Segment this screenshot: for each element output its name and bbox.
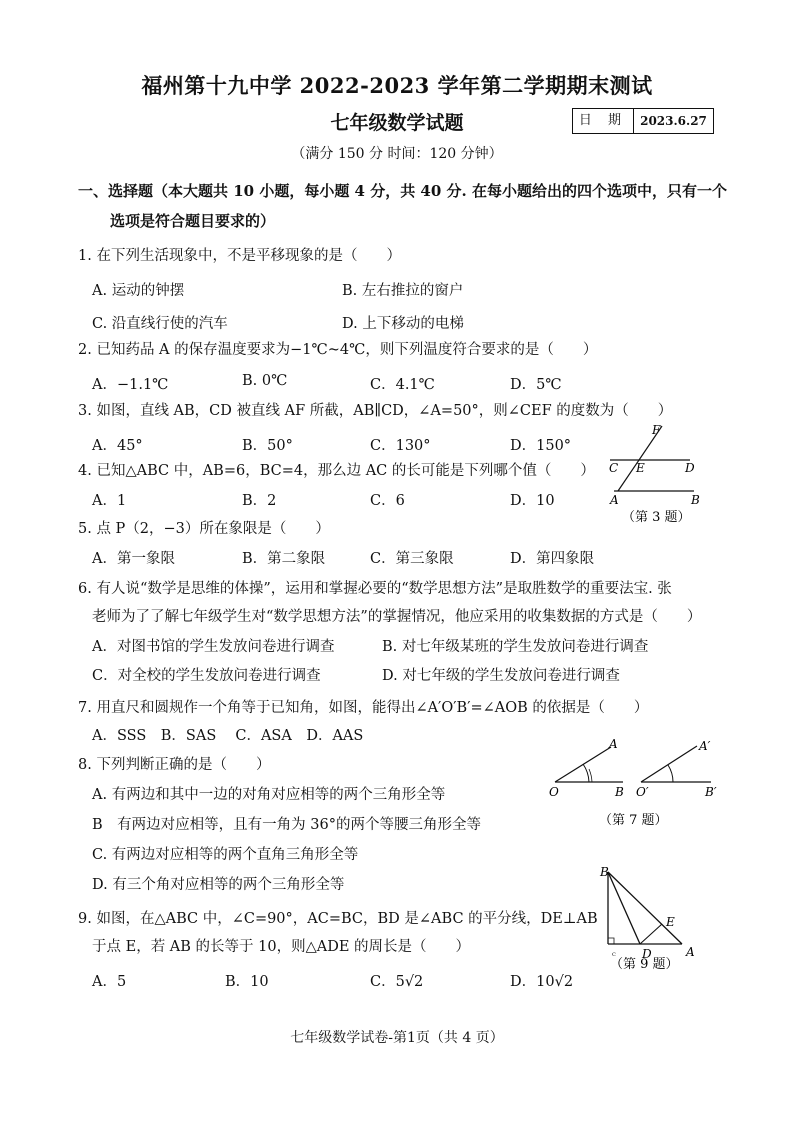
section-heading-line1: 一、选择题（本大题共 10 小题，每小题 4 分，共 40 分. 在每小题给出的四个选项中，只有一个	[78, 182, 727, 200]
fig7-label-a: A	[609, 738, 618, 751]
q5-option-d: D．第四象限	[510, 551, 595, 567]
q8-option-c: C. 有两边对应相等的两个直角三角形全等	[92, 847, 359, 863]
figure-9	[596, 862, 706, 972]
q4-option-b: B．2	[242, 493, 277, 509]
fig3-label-a: A	[610, 493, 619, 507]
figure-3	[600, 420, 710, 530]
date-box	[572, 108, 714, 134]
full-score-time: （满分 150 分 时间：120 分钟）	[291, 146, 503, 162]
ray-o2a2	[641, 746, 697, 782]
arc-o	[583, 764, 589, 782]
right-angle-c	[608, 938, 614, 944]
q2-option-b: B. 0℃	[242, 373, 288, 389]
segment-bd	[608, 872, 640, 944]
q2-stem: 2. 已知药品 A 的保存温度要求为−1℃~4℃，则下列温度符合要求的是（ ）	[78, 342, 598, 358]
date-label: 日 期	[573, 109, 634, 133]
q3-option-d: D．150°	[510, 438, 572, 454]
exam-subtitle: 七年级数学试题	[330, 112, 464, 134]
q4-stem: 4. 已知△ABC 中，AB=6，BC=4，那么边 AC 的长可能是下列哪个值（ ）	[78, 463, 595, 479]
q2-option-c: C．4.1℃	[370, 377, 435, 393]
q4-option-c: C．6	[370, 493, 405, 509]
fig3-label-c: C	[609, 461, 619, 475]
q9-option-c: C．5√2	[370, 974, 424, 990]
q2-option-d: D．5℃	[510, 377, 562, 393]
q7-stem: 7. 用直尺和圆规作一个角等于已知角，如图，能得出∠A′O′B′=∠AOB 的依据是（ ）	[78, 700, 649, 716]
q9-stem-line1: 9. 如图，在△ABC 中，∠C=90°，AC=BC，BD 是∠ABC 的平分线，DE⊥AB	[78, 911, 598, 927]
fig9-label-c: C	[612, 952, 616, 958]
fig7-caption: （第 7 题）	[599, 813, 668, 828]
q5-option-a: A．第一象限	[92, 551, 175, 567]
q6-option-c: C．对全校的学生发放问卷进行调查	[92, 668, 321, 684]
fig9-label-e: E	[666, 915, 675, 929]
side-ba	[608, 872, 682, 944]
q6-stem-line1: 6. 有人说“数学是思维的体操”，运用和掌握必要的“数学思想方法”是取胜数学的重要法宝. 张	[78, 581, 672, 597]
date-value: 2023.6.27	[640, 114, 707, 128]
q3-stem: 3. 如图，直线 AB，CD 被直线 AF 所截，AB∥CD，∠A=50°，则∠CEF 的度数为（ ）	[78, 403, 673, 419]
figure-7	[545, 738, 725, 833]
page-footer: 七年级数学试卷-第1页（共 4 页）	[290, 1030, 504, 1046]
q5-option-c: C．第三象限	[370, 551, 454, 567]
fig7-label-b2: B′	[705, 785, 717, 799]
arc-o-inner	[589, 769, 592, 782]
q5-stem: 5. 点 P（2，−3）所在象限是（ ）	[78, 521, 330, 537]
fig3-label-b: B	[691, 493, 700, 507]
q1-option-c: C. 沿直线行使的汽车	[92, 316, 228, 332]
q2-option-a: A．−1.1℃	[92, 377, 169, 393]
q1-stem: 1. 在下列生活现象中，不是平移现象的是（ ）	[78, 248, 401, 264]
q9-option-d: D．10√2	[510, 974, 574, 990]
q7-options: A．SSS B．SAS C．ASA D．AAS	[92, 728, 364, 744]
section-heading-line2: 选项是符合题目要求的）	[110, 212, 276, 230]
exam-title: 福州第十九中学 2022-2023 学年第二学期期末测试	[141, 73, 653, 98]
q3-option-c: C．130°	[370, 438, 431, 454]
q9-stem-line2: 于点 E，若 AB 的长等于 10，则△ADE 的周长是（ ）	[92, 939, 471, 955]
fig9-label-d: D	[642, 947, 652, 961]
fig9-caption: （第 9 题）	[610, 957, 679, 972]
q9-option-b: B．10	[225, 974, 269, 990]
q1-option-a: A. 运动的钟摆	[92, 283, 185, 299]
q8-option-d: D. 有三个角对应相等的两个三角形全等	[92, 877, 345, 893]
fig7-label-b: B	[615, 785, 624, 799]
q3-option-b: B．50°	[242, 438, 293, 454]
fig3-label-e: E	[636, 461, 645, 475]
q4-option-d: D．10	[510, 493, 555, 509]
arc-o2	[668, 765, 673, 782]
q6-option-a: A．对图书馆的学生发放问卷进行调查	[92, 639, 335, 655]
q1-option-b: B. 左右推拉的窗户	[342, 283, 464, 299]
fig3-caption: （第 3 题）	[622, 510, 691, 525]
fig7-label-o: O	[549, 785, 559, 799]
q5-option-b: B．第二象限	[242, 551, 326, 567]
fig7-label-o2: O′	[636, 785, 649, 799]
q6-stem-line2: 老师为了了解七年级学生对“数学思想方法”的掌握情况，他应采用的收集数据的方式是（ ）	[92, 609, 702, 625]
q8-stem: 8. 下列判断正确的是（ ）	[78, 757, 271, 773]
q1-option-d: D. 上下移动的电梯	[342, 316, 464, 332]
q8-option-b: B 有两边对应相等，且有一角为 36°的两个等腰三角形全等	[92, 817, 481, 833]
q4-option-a: A．1	[92, 493, 127, 509]
fig3-label-f: F	[652, 423, 661, 437]
q3-option-a: A．45°	[92, 438, 143, 454]
fig9-label-a: A	[686, 945, 695, 959]
fig3-label-d: D	[685, 461, 695, 475]
q8-option-a: A. 有两边和其中一边的对角对应相等的两个三角形全等	[92, 787, 446, 803]
q6-option-b: B. 对七年级某班的学生发放问卷进行调查	[382, 639, 649, 655]
q6-option-d: D. 对七年级的学生发放问卷进行调查	[382, 668, 620, 684]
fig7-label-a2: A′	[699, 739, 711, 753]
segment-de	[640, 924, 662, 944]
q9-option-a: A．5	[92, 974, 127, 990]
fig9-label-b: B	[600, 865, 609, 879]
